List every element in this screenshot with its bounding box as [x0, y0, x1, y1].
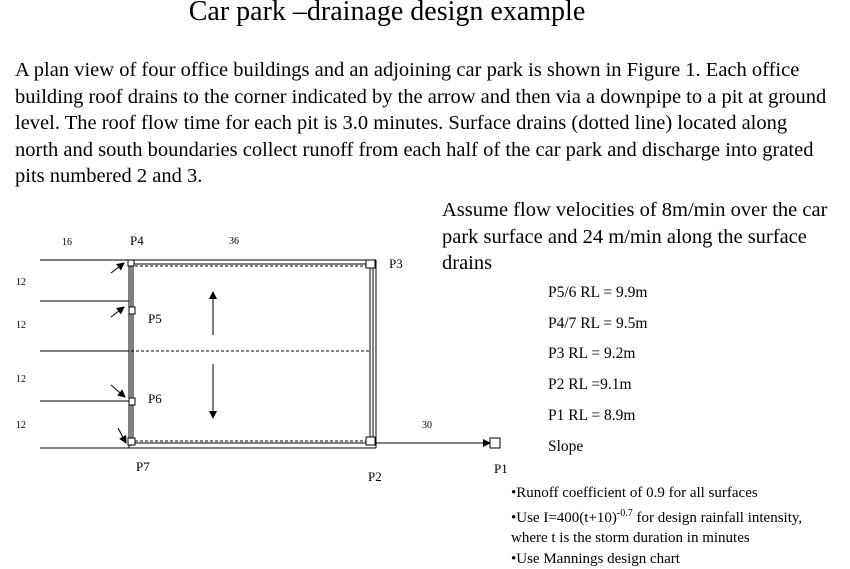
design-notes [511, 483, 850, 569]
level-p3: P3 RL = 9.2m [548, 345, 635, 363]
dim-12-b: 12 [16, 320, 26, 331]
dim-12-c: 12 [16, 374, 26, 385]
label-p1: P1 [494, 461, 508, 476]
dim-16: 16 [62, 237, 72, 248]
roof-arrow-2 [111, 307, 124, 317]
note-intensity-tail: for design rainfall intensity, [633, 510, 802, 526]
pit-p4-box [128, 260, 134, 266]
pit-p6-box [129, 398, 135, 405]
dim-12-d: 12 [16, 420, 26, 431]
dim-30: 30 [422, 420, 432, 431]
dim-36: 36 [229, 236, 239, 247]
level-p47: P4/7 RL = 9.5m [548, 315, 647, 333]
page-title: Car park –drainage design example [0, 0, 774, 28]
pit-p2-box [366, 437, 375, 445]
level-p1: P1 RL = 8.9m [548, 407, 635, 425]
pit-p1-box [490, 438, 500, 448]
roof-arrow-1 [111, 263, 124, 273]
level-p56: P5/6 RL = 9.9m [548, 284, 647, 302]
label-p2: P2 [368, 469, 382, 484]
note-mannings: •Use Mannings design chart [511, 549, 850, 569]
note-intensity-formula: •Use I=400(t+10) [511, 510, 617, 526]
label-p3: P3 [389, 256, 403, 271]
level-p2: P2 RL =9.1m [548, 376, 632, 394]
assumption-text: Assume flow velocities of 8m/min over the car park surface and 24 m/min along the surface drains [442, 197, 842, 277]
pit-p7-box [128, 438, 135, 445]
pit-p3-box [366, 260, 375, 268]
roof-arrow-3 [111, 385, 125, 397]
note-intensity-exponent: -0.7 [617, 508, 633, 519]
pit-p5-box [129, 307, 135, 314]
label-p7: P7 [136, 459, 150, 474]
label-p6: P6 [148, 391, 162, 406]
note-duration: where t is the storm duration in minutes [511, 528, 850, 549]
dim-12-a: 12 [16, 277, 26, 288]
label-p4: P4 [130, 233, 144, 248]
car-park-outline [133, 264, 370, 443]
note-intensity [511, 504, 850, 529]
slope-label: Slope [548, 438, 583, 456]
intro-paragraph: A plan view of four office buildings and an adjoining car park is shown in Figure 1. Each office building roof drains to the corner indicated by the arrow and then via a downpipe to a pit at ground level. The roof flow time for each pit is 3.0 minutes. Surface drains (dotted line) located along north and south boundaries collect runoff from each half of the car park and discharge into grated pits numbered 2 and 3. [15, 57, 835, 190]
note-runoff: •Runoff coefficient of 0.9 for all surfaces [511, 483, 850, 504]
roof-arrow-4 [118, 428, 126, 443]
label-p5: P5 [148, 311, 162, 326]
